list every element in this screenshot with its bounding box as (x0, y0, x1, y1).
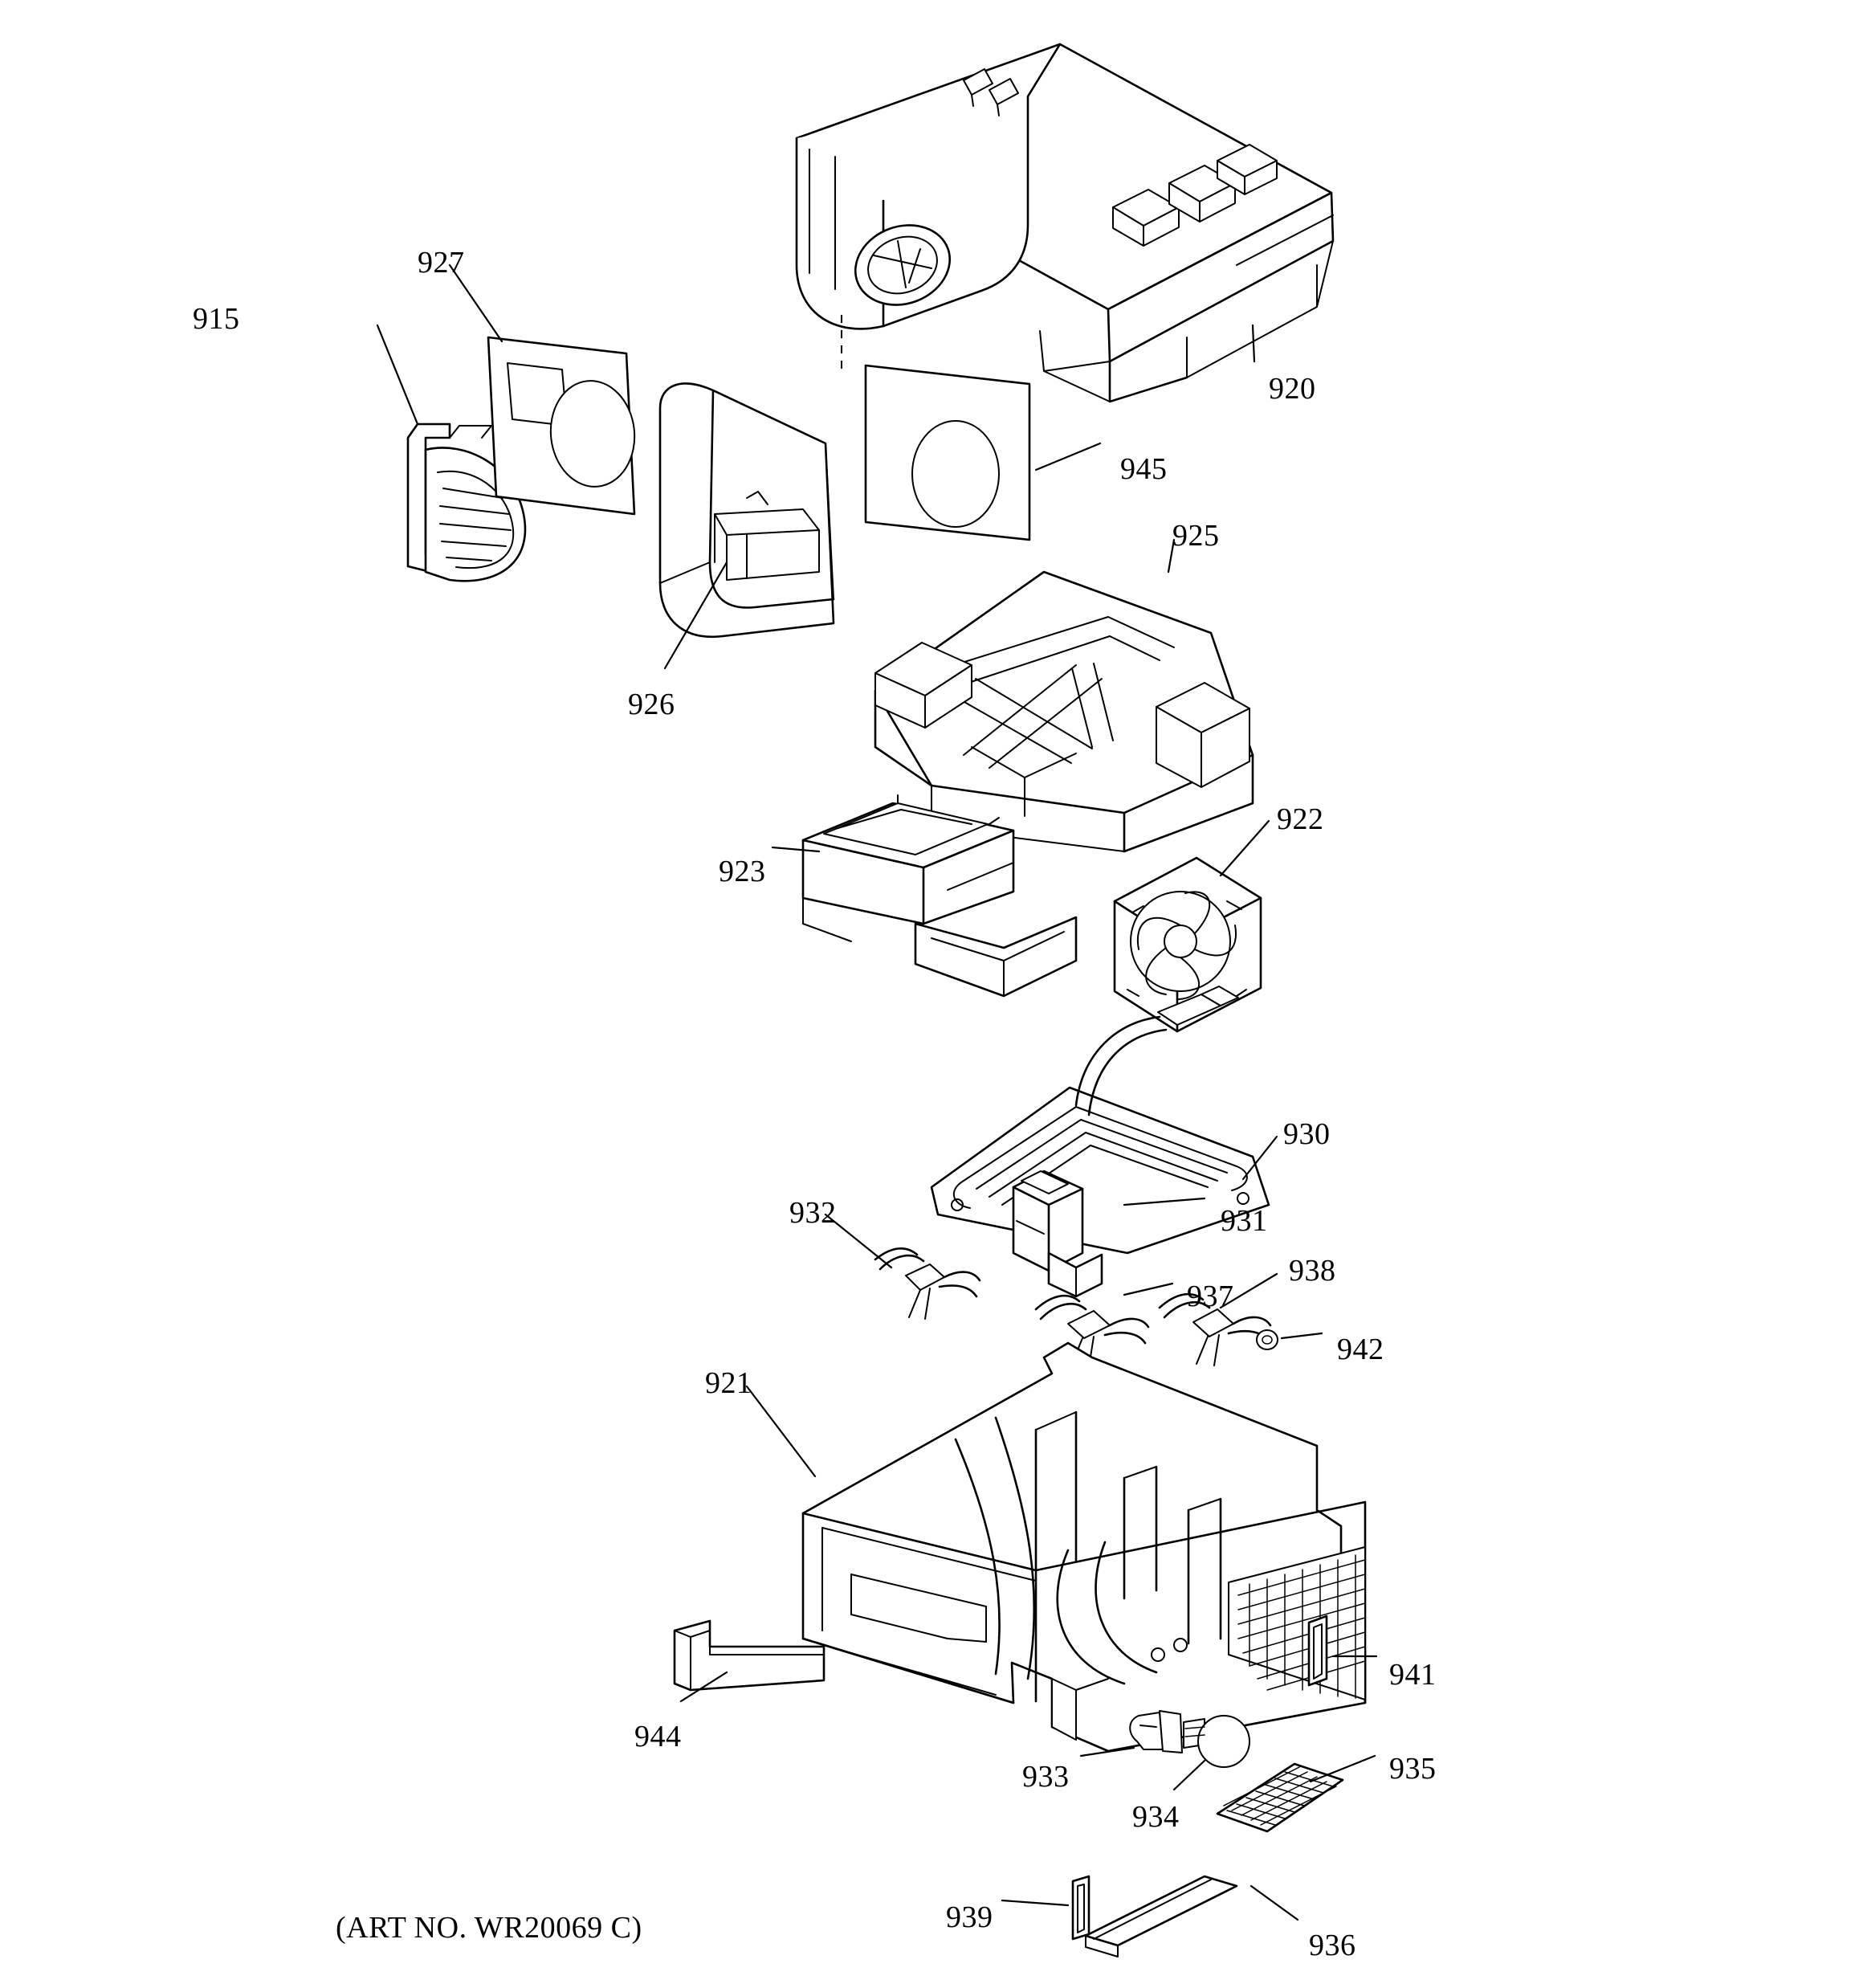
part-930-defrost-heater-plate (932, 986, 1269, 1253)
callout-922: 922 (1277, 802, 1324, 836)
callout-945: 945 (1120, 452, 1168, 486)
callout-920: 920 (1269, 372, 1316, 406)
callout-942: 942 (1337, 1333, 1384, 1366)
callout-927: 927 (418, 246, 465, 280)
callout-937: 937 (1187, 1280, 1234, 1313)
part-923-control-board-bracket (803, 795, 1076, 996)
part-926-air-tunnel-duct (660, 383, 834, 636)
part-921-evaporator-cover-tray (803, 1343, 1365, 1751)
callout-930: 930 (1283, 1117, 1331, 1151)
callout-923: 923 (719, 855, 766, 888)
part-935-vent-grille (1217, 1764, 1343, 1831)
part-927-duct-front-panel (488, 337, 640, 514)
part-942-grommet (1257, 1330, 1278, 1349)
part-941-trim-cap-right (1309, 1616, 1327, 1685)
part-934-light-bulb (1184, 1716, 1249, 1767)
callout-936: 936 (1309, 1929, 1356, 1962)
callout-935: 935 (1389, 1752, 1437, 1786)
part-939-trim-cap (1073, 1876, 1089, 1939)
callout-932: 932 (789, 1196, 837, 1230)
part-945-duct-rear-panel (866, 365, 1029, 540)
callout-921: 921 (705, 1366, 752, 1400)
callout-915: 915 (193, 302, 240, 336)
callout-933: 933 (1022, 1760, 1070, 1794)
part-925-air-duct-baffle (875, 572, 1253, 851)
callout-934: 934 (1132, 1800, 1180, 1834)
callout-938: 938 (1289, 1254, 1336, 1288)
callout-931: 931 (1221, 1204, 1268, 1238)
callout-926: 926 (628, 688, 675, 721)
callout-925: 925 (1172, 519, 1220, 553)
callout-944: 944 (634, 1720, 682, 1753)
part-920-evaporator-housing (797, 44, 1333, 402)
part-932-wire-tie (875, 1248, 980, 1319)
part-944-gasket-strip (675, 1621, 824, 1690)
part-936-trim-rail-long (1086, 1876, 1237, 1957)
callout-941: 941 (1389, 1658, 1437, 1692)
callout-939: 939 (946, 1900, 993, 1934)
art-number-label: (ART NO. WR20069 C) (336, 1911, 642, 1945)
